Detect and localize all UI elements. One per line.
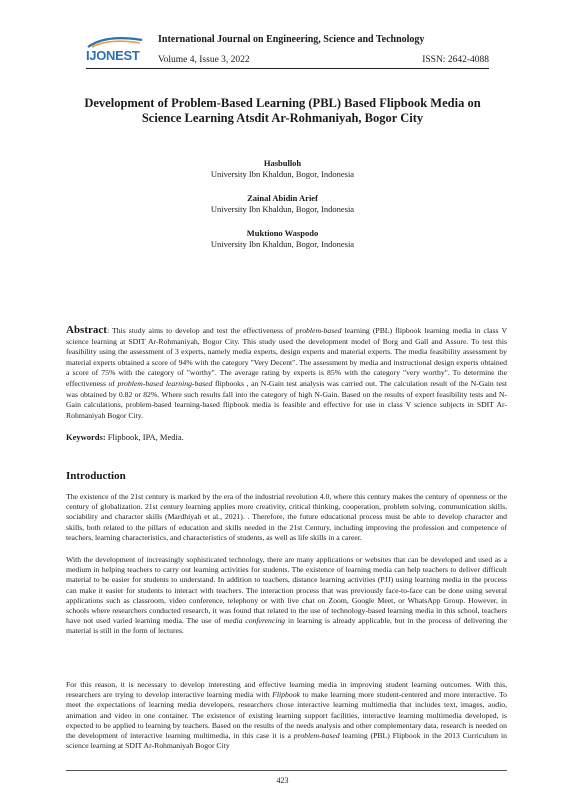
page-number: 423 [276,776,289,785]
author-affiliation: University Ibn Khaldun, Bogor, Indonesia [210,169,355,179]
keywords [66,432,184,442]
issue-info: Volume 4, Issue 3, 2022 [158,55,250,65]
journal-logo [86,36,144,64]
abstract-text: flipbooks , an N-Gain test analysis was carried out. The calculation result of the N-Gain test was obtained by 0.82 or 82%. Where such results fall into the category of high N-Gain. Based on the results of expert feasibility tests and N-Gain calculations, problem-based learning-based flipbook media is feasible and effective for use in class V science subjects in SDIT Ar-Rohmaniyah Bogor City. [66,378,507,420]
author-name: Hasbulloh [263,158,302,168]
author-affiliation: University Ibn Khaldun, Bogor, Indonesia [210,204,355,214]
keywords-label: Keywords: [66,432,106,442]
paragraph-italic: Flipbook [272,690,300,700]
journal-name: International Journal on Engineering, Science and Technology [158,34,425,45]
author-name: Zainal Abidin Arief [247,193,318,203]
paper-title [70,96,495,126]
author-block [0,193,565,215]
paragraph-text: to make learning more student-centered and more interactive. To meet the expectations of learning media developers, researchers chose interactive learning multimedia that includes text, images, audio, animation and video in one container. The existence of existing learning support facilities, interactive learning multimedia developed, is expected to be applied to learning by teachers. Based on the results of the needs analysis and other complementary data, research is needed on the development of interactive learning multimedia, in this case it is a [66,690,507,741]
intro-paragraph-3 [66,680,507,751]
intro-paragraph-2 [66,555,507,637]
abstract-text: : This study aims to develop and test the effectiveness of [106,326,296,335]
paragraph-text: in learning is already applicable, but in the process of delivering the material is still in the form of lectures. [66,616,507,636]
abstract-text: learning (PBL) flipbook learning media in class V science learning at SDIT Ar-Rohmaniyah, Bogor City. This study used the development model of Borg and Gall and Assure. To test this feasibility using the assessment of 3 experts, namely media experts, design experts and material experts. The media feasibility assessment by material experts obtained a score of 94% with the category "Very Decent". The assessment by media and instructional design experts obtained a score of 75% with the category of "worthy". The average rating by experts is 85% with the category "very worthy". To determine the effectiveness of [66,326,507,388]
author-name: Muktiono Waspodo [246,228,319,238]
title-line: Science Learning Atsdit Ar-Rohmaniyah, Bogor City [141,111,424,125]
paragraph-text: learning (PBL) Flipbook in the 2013 Curriculum in science learning at SDIT Ar-Rohmaniyah Bogor City [66,731,507,751]
paragraph-text: For this reason, it is necessary to develop interesting and effective learning media in improving student learning outcomes. With this, researchers are trying to develop interactive learning media with [66,680,507,700]
issn: ISSN: 2642-4088 [422,55,489,65]
abstract-italic: problem-based learning-based [117,378,213,388]
header-divider [86,68,489,69]
paragraph-italic: media conferencing [223,616,286,626]
abstract-italic: problem-based [295,326,342,335]
abstract-label: Abstract [66,324,107,336]
section-heading: Introduction [66,470,126,482]
logo-swoosh-icon [86,36,144,48]
intro-paragraph-1: The existence of the 21st century is marked by the era of the industrial revolution 4.0, where this century makes the century of openness or the century of globalization. 21st century learning applies more creativity, critical thinking, cooperation, problem solving, communication skills, sociability and character skills (Mardhiyah et al., 2021). . Therefore, the future educational process must be able to develop character and skills, both related to the pillars of education and skills needed in the 21st Century, including improving the profession and competence of teachers, learning characteristics, and characteristics of students, as well as life skills in a career. [66,492,507,542]
footer-divider [66,770,507,771]
author-block [0,228,565,250]
keywords-value: Flipbook, IPA, Media. [105,432,184,442]
paragraph-italic: problem-based [293,731,340,741]
author-affiliation: University Ibn Khaldun, Bogor, Indonesia [210,239,355,249]
author-block [0,158,565,180]
abstract [66,325,507,421]
paragraph-text: With the development of increasingly sophisticated technology, there are many applications or websites that can be developed and used as a medium in helping teachers to carry out learning activities for students. The existence of learning media can help teachers to deliver difficult material to be easier for students to understand. In addition to teachers, distance learning activities (PJJ) using learning media in the process can make it easier for students to interact with teachers. The interaction process that was previously face-to-face can be done using several applications such as classroom, video conference, telephony or with live chat on Zoom, Google Meet, or WhatsApp Group. However, in schools where researchers conducted research, it was found that related to the use of technology-based learning media in this school, teachers have not used varied learning media. The use of [66,555,507,626]
logo-text: IJONEST [86,48,140,63]
title-line: Development of Problem-Based Learning (PBL) Based Flipbook Media on [84,96,481,110]
